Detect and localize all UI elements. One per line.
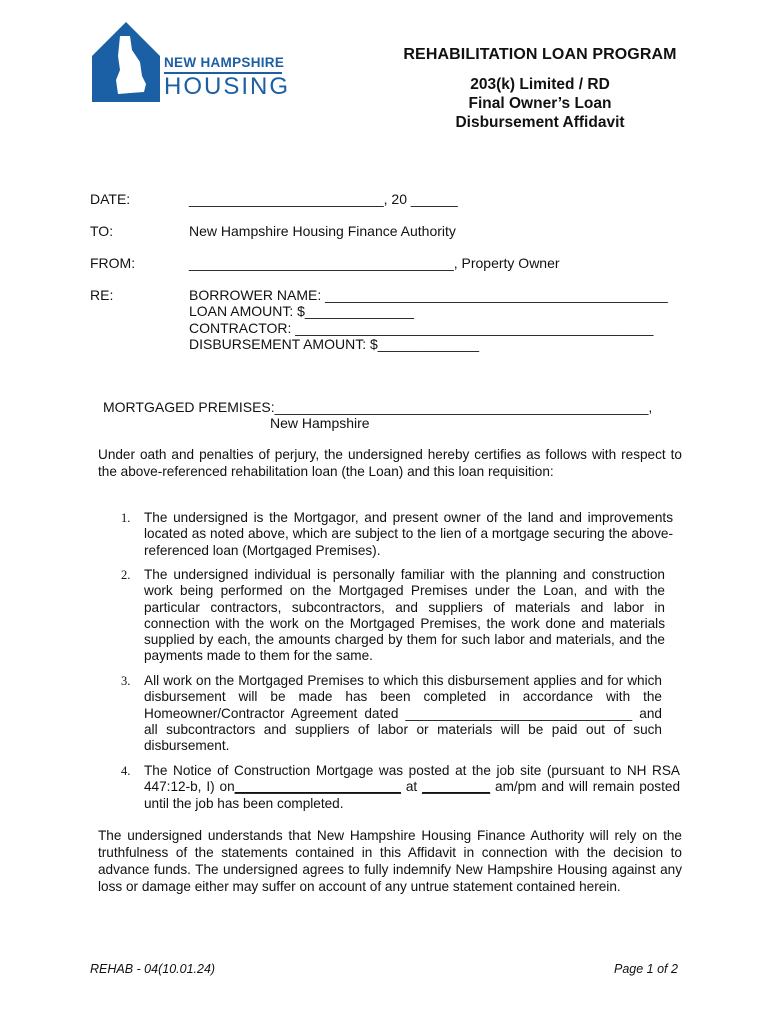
intro-paragraph: Under oath and penalties of perjury, the undersigned hereby certifies as follows with respect to the above-referenced rehabilitation loan (the Loan) and this loan requisition: bbox=[98, 447, 682, 479]
subtitle-line2: Final Owner’s Loan bbox=[468, 95, 612, 112]
program-title: REHABILITATION LOAN PROGRAM bbox=[403, 46, 677, 63]
item-text: The undersigned is the Mortgagor, and present owner of the land and improvements located as noted above, which are subject to the lien of a mortgage securing the above-referenced loan (Mortgaged Premises). bbox=[144, 510, 673, 558]
re-label: RE: bbox=[90, 287, 114, 303]
document-title bbox=[360, 46, 720, 132]
logo-line1: NEW HAMPSHIRE bbox=[164, 55, 285, 70]
item4-text-mid: at bbox=[400, 779, 423, 795]
premises-state: New Hampshire bbox=[270, 415, 370, 431]
page-number: Page 1 of 2 bbox=[614, 962, 678, 976]
item-number: 4. bbox=[121, 764, 131, 778]
form-subtitle bbox=[360, 75, 720, 132]
form-id: REHAB - 04(10.01.24) bbox=[90, 962, 216, 976]
to-label: TO: bbox=[90, 223, 114, 239]
item-text: The undersigned individual is personally familiar with the planning and construction work being performed on the Mortgaged Premises under the Loan, and with the particular contractors, subcontractors, and suppliers of materials and labor in connection with the work on the Mortgaged Premises, the work done and materials supplied by each, the amounts charged by them for such labor and materials, and the payments made to them for the same. bbox=[144, 567, 665, 664]
item3-text-b: and all subcontractors and suppliers of labor or materials will be paid out of such disbursement. bbox=[144, 705, 662, 754]
item-number: 1. bbox=[121, 511, 131, 525]
closing-paragraph: The undersigned understands that New Hampshire Housing Finance Authority will rely on the truthfulness of the statements contained in this Affidavit in connection with the decision to advance funds. The undersigned agrees to fully indemnify New Hampshire Housing against any loss or damage either may suffer on account of any untrue statement contained herein. bbox=[98, 828, 682, 894]
borrower-name-field[interactable]: BORROWER NAME: ____________________________________________ bbox=[189, 287, 668, 303]
date-label: DATE: bbox=[90, 191, 131, 207]
posting-date-field[interactable]: ______________________ bbox=[234, 779, 401, 795]
posting-time-field[interactable]: _________ bbox=[422, 779, 491, 795]
item-text bbox=[144, 673, 662, 754]
loan-amount-field[interactable]: LOAN AMOUNT: $______________ bbox=[189, 303, 414, 320]
re-block bbox=[189, 287, 668, 352]
from-label: FROM: bbox=[90, 255, 136, 271]
item3-text-a: All work on the Mortgaged Premises to which this disbursement applies and for which disbursement will be made has been completed in accordance with the Homeowner/Contractor Agreement dated bbox=[144, 673, 662, 721]
subtitle-line3: Disbursement Affidavit bbox=[455, 114, 625, 131]
agreement-date-field[interactable]: ______________________________ bbox=[405, 705, 633, 721]
item-number: 3. bbox=[121, 674, 131, 688]
subtitle-line1: 203(k) Limited / RD bbox=[470, 76, 610, 93]
from-field[interactable]: __________________________________, Property Owner bbox=[189, 255, 560, 271]
disbursement-amount-field[interactable]: DISBURSEMENT AMOUNT: $_____________ bbox=[189, 335, 479, 352]
item-text bbox=[144, 763, 680, 812]
mortgaged-premises-field[interactable]: MORTGAGED PREMISES:________________________________________________, bbox=[103, 399, 653, 415]
item4-text-b: am/pm and will remain posted until the job has been completed. bbox=[144, 779, 681, 811]
item4-text-a: The Notice of Construction Mortgage was posted at the job site (pursuant to NH RSA 447:12-b, I) on bbox=[144, 763, 680, 795]
contractor-field[interactable]: CONTRACTOR: ______________________________________________ bbox=[189, 319, 654, 336]
date-field[interactable]: _________________________, 20 ______ bbox=[189, 191, 458, 207]
item-number: 2. bbox=[121, 568, 131, 582]
logo-line2: HOUSING bbox=[164, 73, 291, 100]
to-value: New Hampshire Housing Finance Authority bbox=[189, 223, 456, 239]
